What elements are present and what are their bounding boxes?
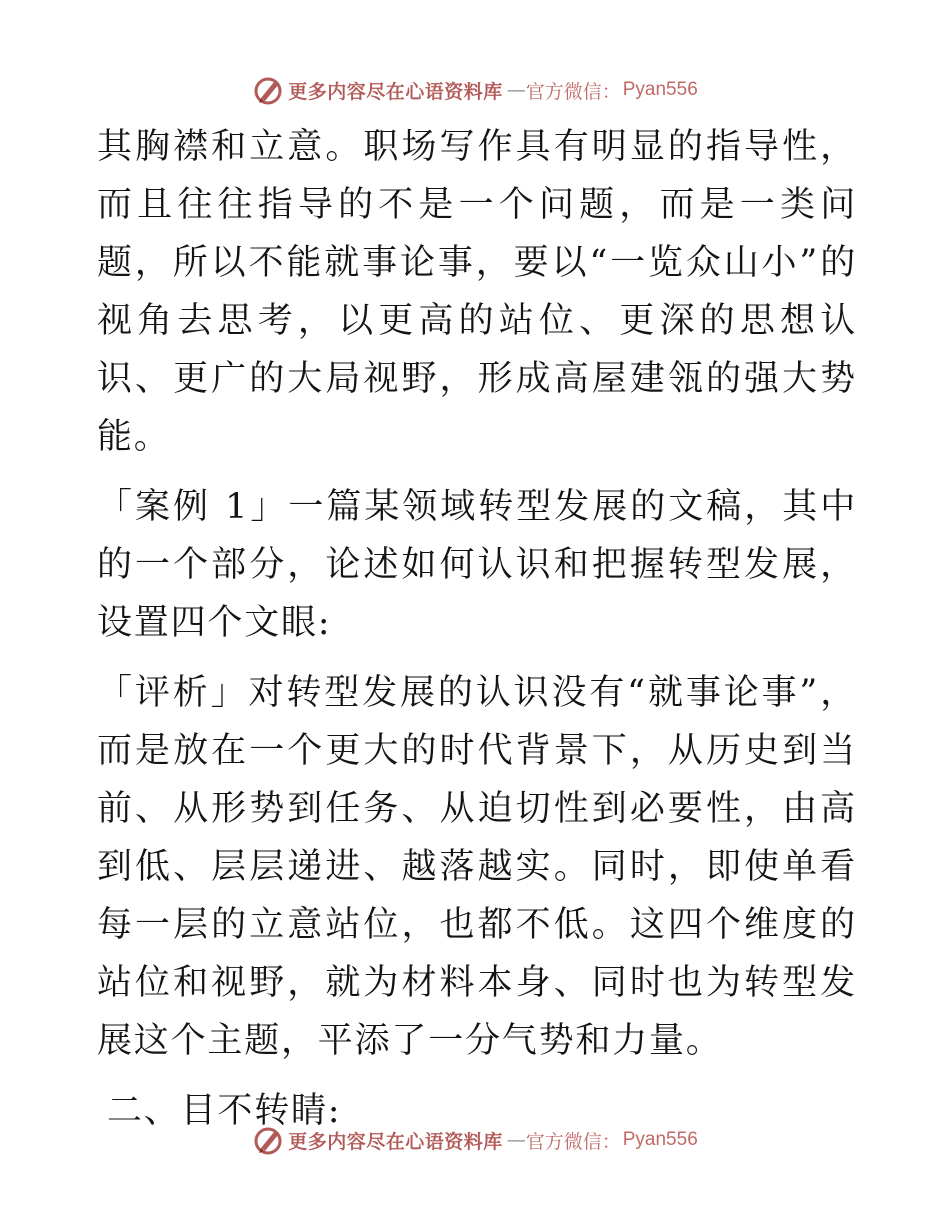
section-heading: 二、目不转睛: <box>107 1091 342 1131</box>
paragraph-case-1: 「案例 1」一篇某领域转型发展的文稿，其中的一个部分，论述如何认识和把握转型发展，设置四个文眼: <box>97 487 857 643</box>
banner-wechat-label: 官方微信： <box>525 80 621 103</box>
paragraph-analysis: 「评析」对转型发展的认识没有“就事论事”，而是放在一个更大的时代背景下，从历史到当前、从形势到任务、从迫切性到必要性，由高到低、层层递进、越落越实。同时，即使单看每一层的立意站位，也都不低。这四个维度的站位和视野，就为材料本身、同时也为转型发展这个主题，平添了一分气势和力量。 <box>97 673 857 1061</box>
pen-circle-logo-icon <box>252 1124 284 1156</box>
banner-separator: — <box>506 79 526 101</box>
document-body <box>97 118 857 1140</box>
footer-watermark-banner <box>0 1122 950 1158</box>
banner-wechat-label: 官方微信： <box>525 1130 621 1153</box>
paragraph-intro: 其胸襟和立意。职场写作具有明显的指导性，而且往往指导的不是一个问题，而是一类问题，所以不能就事论事，要以“一览众山小”的视角去思考，以更高的站位、更深的思想认识、更广的大局视野，形成高屋建瓴的强大势能。 <box>97 127 857 457</box>
banner-separator: — <box>506 1129 526 1151</box>
banner-title: 更多内容尽在心语资料库 <box>288 80 503 103</box>
banner-title: 更多内容尽在心语资料库 <box>288 1130 503 1153</box>
header-watermark-banner <box>0 72 950 108</box>
banner-wechat-id: Pyan556 <box>622 79 698 100</box>
banner-wechat-id: Pyan556 <box>622 1129 698 1150</box>
pen-circle-logo-icon <box>252 74 284 106</box>
